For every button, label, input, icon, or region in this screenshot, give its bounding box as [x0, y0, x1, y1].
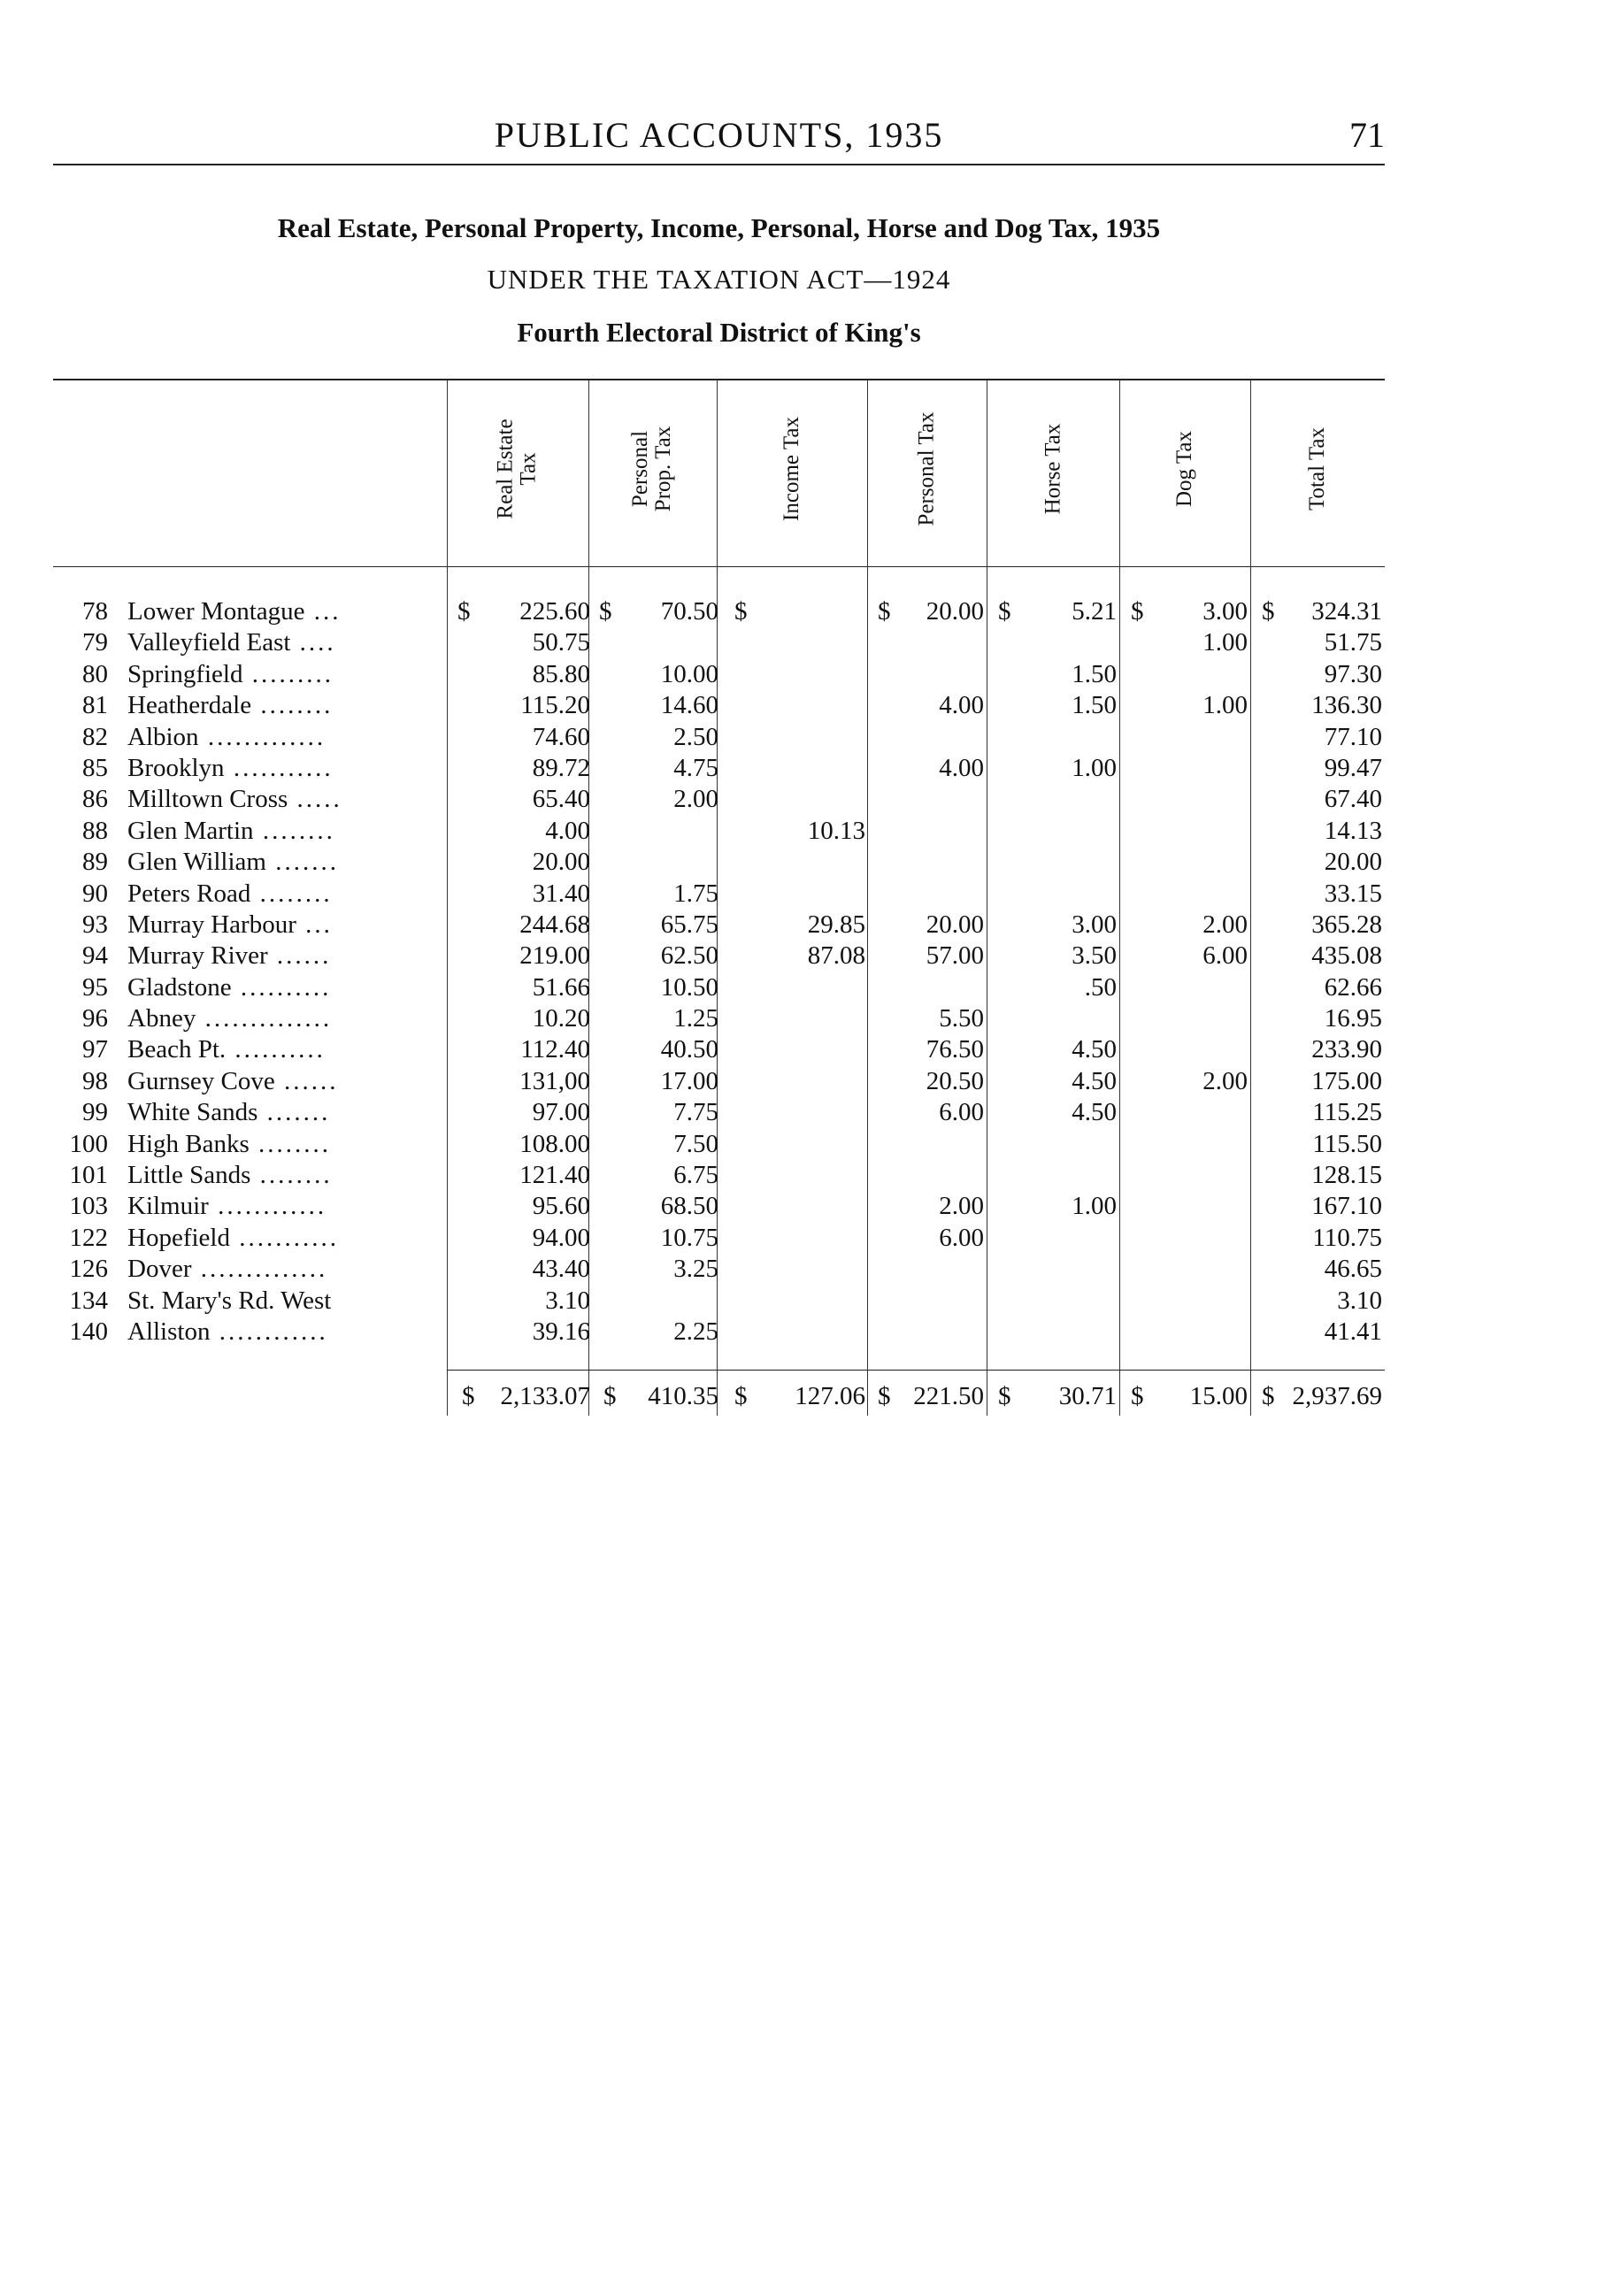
cell-personal-prop: 2.50 [673, 722, 718, 751]
cell-horse: 1.50 [1072, 659, 1117, 688]
currency-symbol: $ [878, 597, 891, 626]
locality-name-text: Abney [127, 1004, 196, 1033]
cell-horse: .50 [1084, 972, 1117, 1002]
table-row [53, 1317, 1407, 1348]
locality-name-text: Alliston [127, 1317, 211, 1346]
row-number: 122 [69, 1223, 108, 1252]
currency-symbol: $ [599, 597, 612, 626]
locality-name [127, 1224, 503, 1253]
cell-horse: 5.21 [1072, 597, 1117, 626]
locality-name [127, 1255, 503, 1284]
leader-dots: .... [290, 628, 336, 657]
cell-total: 233.90 [1311, 1035, 1382, 1064]
cell-total: 365.28 [1311, 910, 1382, 939]
cell-total: 3.10 [1337, 1286, 1382, 1315]
cell-horse: 4.50 [1072, 1098, 1117, 1127]
leader-dots: ....... [257, 1098, 331, 1127]
table-row [53, 628, 1407, 659]
col-header-total: Total Tax [1305, 427, 1329, 511]
table-row [53, 817, 1407, 848]
row-number: 95 [82, 972, 108, 1002]
currency-symbol: $ [603, 1382, 617, 1410]
table-row [53, 1192, 1407, 1223]
total-income: 127.06 [795, 1382, 865, 1410]
cell-personal-prop: 70.50 [660, 597, 718, 626]
currency-symbol: $ [462, 1382, 475, 1410]
cell-dog: 6.00 [1202, 941, 1248, 971]
locality-name-text: Kilmuir [127, 1192, 209, 1221]
row-number: 85 [82, 753, 108, 782]
row-number: 93 [82, 910, 108, 939]
row-number: 79 [82, 628, 108, 657]
locality-name [127, 1286, 503, 1316]
currency-symbol: $ [998, 597, 1011, 626]
cell-personal: 6.00 [939, 1098, 984, 1127]
cell-personal-prop: 40.50 [660, 1035, 718, 1064]
cell-personal-prop: 7.50 [673, 1129, 718, 1158]
cell-personal: 4.00 [939, 691, 984, 720]
leader-dots: ........... [224, 753, 334, 782]
leader-dots: ........ [250, 1161, 333, 1190]
cell-total: 115.25 [1312, 1098, 1382, 1127]
cell-total: 46.65 [1324, 1255, 1382, 1284]
leader-dots: ........... [229, 1223, 339, 1252]
col-header-real-estate: Real Estate Tax [494, 419, 541, 519]
total-horse: 30.71 [1058, 1382, 1117, 1410]
cell-real-estate: 94.00 [532, 1223, 590, 1252]
locality-name-text: Dover [127, 1255, 192, 1284]
locality-name-text: Hopefield [127, 1223, 230, 1252]
cell-horse: 1.00 [1072, 753, 1117, 782]
cell-personal: 2.00 [939, 1192, 984, 1221]
row-number: 78 [82, 597, 108, 626]
row-number: 82 [82, 722, 108, 751]
cell-personal-prop: 4.75 [673, 753, 718, 782]
cell-horse: 4.50 [1072, 1066, 1117, 1095]
cell-personal-prop: 10.50 [660, 972, 718, 1002]
row-number: 100 [69, 1129, 108, 1158]
table-row [53, 1255, 1407, 1286]
total-dog: 15.00 [1189, 1382, 1248, 1410]
totals-rule [447, 1370, 1385, 1371]
locality-name [127, 879, 503, 909]
table-row [53, 754, 1407, 785]
locality-name-text: Milltown Cross [127, 785, 288, 814]
leader-dots: ...... [274, 1066, 339, 1095]
cell-personal-prop: 3.25 [673, 1255, 718, 1284]
page-number: 71 [1349, 115, 1385, 155]
locality-name [127, 848, 503, 877]
table-title: Real Estate, Personal Property, Income, Personal, Horse and Dog Tax, 1935 [277, 212, 1161, 243]
cell-personal-prop: 2.00 [673, 785, 718, 814]
currency-symbol: $ [734, 597, 748, 626]
row-number: 88 [82, 816, 108, 845]
cell-total: 41.41 [1324, 1317, 1382, 1346]
table-row [53, 941, 1407, 972]
locality-name [127, 1098, 503, 1127]
row-number: 90 [82, 879, 108, 908]
locality-name-text: Glen Martin [127, 816, 254, 845]
table-row [53, 1067, 1407, 1098]
locality-name-text: High Banks [127, 1129, 250, 1158]
cell-dog: 2.00 [1202, 910, 1248, 939]
locality-name-text: Heatherdale [127, 691, 252, 720]
locality-name [127, 1035, 503, 1064]
table-row [53, 660, 1407, 691]
row-number: 86 [82, 785, 108, 814]
locality-name-text: Albion [127, 722, 199, 751]
cell-real-estate: 131,00 [519, 1066, 590, 1095]
cell-total: 167.10 [1311, 1192, 1382, 1221]
header-bottom-rule [53, 566, 1385, 567]
col-header-personal-prop: Personal Prop. Tax [628, 426, 676, 512]
cell-total: 435.08 [1311, 941, 1382, 971]
row-number: 80 [82, 659, 108, 688]
cell-real-estate: 219.00 [519, 941, 590, 971]
cell-real-estate: 89.72 [532, 753, 590, 782]
cell-personal-prop: 17.00 [660, 1066, 718, 1095]
table-row [53, 1130, 1407, 1161]
district-subtitle: Fourth Electoral District of King's [517, 317, 921, 348]
cell-total: 16.95 [1324, 1004, 1382, 1033]
locality-name [127, 785, 503, 814]
locality-name-text: Little Sands [127, 1161, 251, 1190]
locality-name-text: White Sands [127, 1098, 258, 1127]
total-personal: 221.50 [913, 1382, 984, 1410]
running-head: PUBLIC ACCOUNTS, 1935 [494, 115, 944, 155]
cell-personal: 57.00 [926, 941, 984, 971]
cell-total: 62.66 [1324, 972, 1382, 1002]
act-subtitle: UNDER THE TAXATION ACT—1924 [487, 264, 951, 295]
cell-total: 14.13 [1324, 816, 1382, 845]
row-number: 89 [82, 848, 108, 877]
cell-total: 110.75 [1312, 1223, 1382, 1252]
locality-name [127, 597, 503, 626]
locality-name-text: Gurnsey Cove [127, 1066, 275, 1095]
cell-personal-prop: 65.75 [660, 910, 718, 939]
cell-personal-prop: 6.75 [673, 1161, 718, 1190]
locality-name-text: Gladstone [127, 972, 232, 1002]
cell-personal-prop: 68.50 [660, 1192, 718, 1221]
leader-dots: .............. [196, 1004, 333, 1033]
cell-income: 10.13 [807, 816, 865, 845]
leader-dots: .......... [226, 1035, 326, 1064]
cell-real-estate: 20.00 [532, 848, 590, 877]
col-header-dog: Dog Tax [1172, 431, 1196, 507]
cell-real-estate: 244.68 [519, 910, 590, 939]
cell-personal-prop: 1.75 [673, 879, 718, 908]
table-row [53, 785, 1407, 816]
cell-real-estate: 39.16 [532, 1317, 590, 1346]
row-number: 98 [82, 1066, 108, 1095]
col-header-personal: Personal Tax [914, 411, 939, 526]
table-row [53, 1004, 1407, 1035]
locality-name-text: Murray River [127, 941, 268, 971]
row-number: 94 [82, 941, 108, 971]
locality-name [127, 1130, 503, 1159]
cell-total: 51.75 [1324, 628, 1382, 657]
locality-name-text: St. Mary's Rd. West [127, 1286, 332, 1315]
table-row [53, 723, 1407, 754]
cell-personal: 76.50 [926, 1035, 984, 1064]
locality-name [127, 817, 503, 846]
cell-total: 128.15 [1311, 1161, 1382, 1190]
cell-real-estate: 3.10 [545, 1286, 590, 1315]
cell-personal: 20.00 [926, 910, 984, 939]
row-number: 97 [82, 1035, 108, 1064]
leader-dots: ........ [250, 879, 333, 908]
locality-name [127, 628, 503, 657]
cell-real-estate: 225.60 [519, 597, 590, 626]
leader-dots: .......... [231, 972, 332, 1002]
cell-real-estate: 74.60 [532, 722, 590, 751]
locality-name [127, 1004, 503, 1033]
leader-dots: ............ [208, 1192, 327, 1221]
currency-symbol: $ [998, 1382, 1011, 1410]
locality-name-text: Glen William [127, 848, 266, 877]
cell-total: 97.30 [1324, 659, 1382, 688]
currency-symbol: $ [734, 1382, 748, 1410]
cell-dog: 2.00 [1202, 1066, 1248, 1095]
locality-name-text: Valleyfield East [127, 628, 291, 657]
locality-name [127, 910, 503, 940]
leader-dots: ...... [267, 941, 332, 971]
page-header [53, 111, 1385, 165]
leader-dots: ... [304, 597, 342, 626]
cell-total: 20.00 [1324, 848, 1382, 877]
cell-total: 136.30 [1311, 691, 1382, 720]
leader-dots: ........ [249, 1129, 331, 1158]
locality-name [127, 1067, 503, 1096]
cell-personal-prop: 62.50 [660, 941, 718, 971]
locality-name-text: Lower Montague [127, 597, 305, 626]
cell-dog: 1.00 [1202, 628, 1248, 657]
locality-name-text: Brooklyn [127, 753, 225, 782]
total-personal-prop: 410.35 [648, 1382, 718, 1410]
currency-symbol: $ [1131, 597, 1144, 626]
row-number: 96 [82, 1004, 108, 1033]
locality-name [127, 941, 503, 971]
cell-horse: 3.00 [1072, 910, 1117, 939]
locality-name [127, 1161, 503, 1190]
cell-income: 29.85 [807, 910, 865, 939]
row-number: 134 [69, 1286, 108, 1315]
cell-dog: 3.00 [1202, 597, 1248, 626]
leader-dots: ........ [251, 691, 334, 720]
locality-name [127, 1317, 503, 1347]
cell-real-estate: 51.66 [532, 972, 590, 1002]
cell-personal-prop: 10.75 [660, 1223, 718, 1252]
cell-real-estate: 95.60 [532, 1192, 590, 1221]
cell-total: 115.50 [1312, 1129, 1382, 1158]
row-number: 81 [82, 691, 108, 720]
cell-real-estate: 85.80 [532, 659, 590, 688]
table-row [53, 691, 1407, 722]
cell-personal: 6.00 [939, 1223, 984, 1252]
leader-dots: ............ [210, 1317, 328, 1346]
cell-real-estate: 43.40 [532, 1255, 590, 1284]
cell-real-estate: 31.40 [532, 879, 590, 908]
cell-total: 33.15 [1324, 879, 1382, 908]
cell-horse: 1.00 [1072, 1192, 1117, 1221]
row-number: 140 [69, 1317, 108, 1346]
table-row [53, 973, 1407, 1004]
locality-name-text: Murray Harbour [127, 910, 296, 939]
locality-name-text: Springfield [127, 659, 243, 688]
leader-dots: ... [296, 910, 333, 939]
row-number: 126 [69, 1255, 108, 1284]
table-row [53, 1098, 1407, 1129]
table-row [53, 1224, 1407, 1255]
table-row [53, 910, 1407, 941]
locality-name [127, 691, 503, 720]
cell-personal-prop: 10.00 [660, 659, 718, 688]
cell-total: 175.00 [1311, 1066, 1382, 1095]
locality-name-text: Beach Pt. [127, 1035, 227, 1064]
cell-personal: 20.50 [926, 1066, 984, 1095]
cell-total: 77.10 [1324, 722, 1382, 751]
table-row [53, 1035, 1407, 1066]
cell-personal: 4.00 [939, 753, 984, 782]
locality-name [127, 973, 503, 1002]
cell-personal-prop: 1.25 [673, 1004, 718, 1033]
locality-name-text: Peters Road [127, 879, 251, 908]
row-number: 99 [82, 1098, 108, 1127]
leader-dots: ....... [265, 848, 339, 877]
cell-real-estate: 65.40 [532, 785, 590, 814]
cell-real-estate: 10.20 [532, 1004, 590, 1033]
table-row [53, 848, 1407, 879]
currency-symbol: $ [878, 1382, 891, 1410]
leader-dots: ............. [198, 722, 327, 751]
table-row [53, 1286, 1407, 1317]
currency-symbol: $ [1262, 597, 1275, 626]
cell-personal-prop: 7.75 [673, 1098, 718, 1127]
leader-dots: .............. [191, 1255, 328, 1284]
cell-real-estate: 50.75 [532, 628, 590, 657]
col-header-horse: Horse Tax [1041, 423, 1064, 515]
cell-total: 324.31 [1311, 597, 1382, 626]
cell-horse: 3.50 [1072, 941, 1117, 971]
currency-symbol: $ [457, 597, 471, 626]
totals-row [53, 1382, 1407, 1414]
table-row [53, 879, 1407, 910]
cell-horse: 1.50 [1072, 691, 1117, 720]
cell-personal-prop: 2.25 [673, 1317, 718, 1346]
cell-personal: 20.00 [926, 597, 984, 626]
total-real-estate: 2,133.07 [500, 1382, 590, 1410]
table-row [53, 1161, 1407, 1192]
locality-name [127, 1192, 503, 1221]
cell-real-estate: 108.00 [519, 1129, 590, 1158]
cell-total: 67.40 [1324, 785, 1382, 814]
cell-personal-prop: 14.60 [660, 691, 718, 720]
locality-name [127, 723, 503, 752]
cell-income: 87.08 [807, 941, 865, 971]
total-total: 2,937.69 [1292, 1382, 1382, 1410]
currency-symbol: $ [1262, 1382, 1275, 1410]
tax-table-body [53, 597, 1407, 1348]
locality-name [127, 660, 503, 689]
cell-personal: 5.50 [939, 1004, 984, 1033]
currency-symbol: $ [1131, 1382, 1144, 1410]
cell-real-estate: 115.20 [520, 691, 590, 720]
cell-dog: 1.00 [1202, 691, 1248, 720]
row-number: 101 [69, 1161, 108, 1190]
table-row [53, 597, 1407, 628]
leader-dots: ........ [253, 816, 335, 845]
cell-horse: 4.50 [1072, 1035, 1117, 1064]
cell-real-estate: 97.00 [532, 1098, 590, 1127]
cell-real-estate: 112.40 [520, 1035, 590, 1064]
col-header-income: Income Tax [779, 417, 803, 521]
cell-real-estate: 121.40 [519, 1161, 590, 1190]
row-number: 103 [69, 1192, 108, 1221]
cell-total: 99.47 [1324, 753, 1382, 782]
leader-dots: ..... [288, 785, 342, 814]
leader-dots: ......... [242, 659, 334, 688]
cell-real-estate: 4.00 [545, 816, 590, 845]
locality-name [127, 754, 503, 783]
